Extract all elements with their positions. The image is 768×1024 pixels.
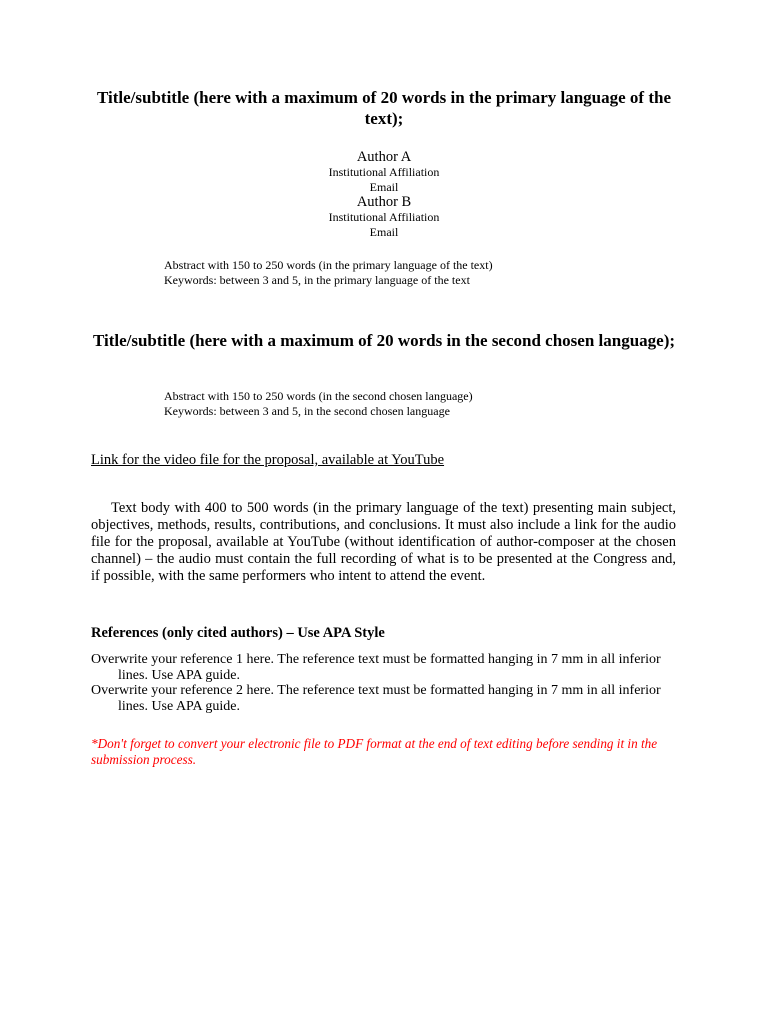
keywords-primary-text: Keywords: between 3 and 5, in the primary language of the text [164,273,470,287]
author-block [90,149,678,239]
pdf-conversion-note: *Don't forget to convert your electronic file to PDF format at the end of text editing before sending it in the submission process. [91,736,658,767]
title-primary-language: Title/subtitle (here with a maximum of 20 words in the primary language of the text); [96,88,672,128]
abstract-second-text: Abstract with 150 to 250 words (in the second chosen language) [164,389,473,403]
keywords-second-text: Keywords: between 3 and 5, in the second chosen language [164,404,450,418]
abstract-second-block [164,389,644,419]
body-text-paragraph: Text body with 400 to 500 words (in the primary language of the text) presenting main subject, objectives, methods, results, contributions, and conclusions. It must also include a link for the audio file for the proposal, available at YouTube (without identification of author-composer at the chosen channel) – the audio must contain the full recording of what is to be presented at the Congress and, if possible, with the same performers who intent to attend the event. [91,500,676,584]
author-a-name: Author A [356,149,412,165]
author-b-name: Author B [356,194,412,210]
abstract-primary-block [164,258,644,288]
author-b-email: Email [369,224,399,239]
reference-item-1: Overwrite your reference 1 here. The reference text must be formatted hanging in 7 mm in all inferior lines. Use APA guide. [91,652,661,683]
video-link[interactable]: Link for the video file for the proposal, available at YouTube [91,452,445,468]
references-heading: References (only cited authors) – Use APA Style [91,625,385,641]
reference-item-2: Overwrite your reference 2 here. The reference text must be formatted hanging in 7 mm in all inferior lines. Use APA guide. [91,683,661,714]
title-second-language: Title/subtitle (here with a maximum of 20 words in the second chosen language); [92,331,676,350]
references-list [91,652,676,714]
author-b-affiliation: Institutional Affiliation [328,210,440,224]
author-a-email: Email [369,179,399,194]
abstract-primary-text: Abstract with 150 to 250 words (in the primary language of the text) [164,258,493,272]
author-a-affiliation: Institutional Affiliation [328,165,440,179]
